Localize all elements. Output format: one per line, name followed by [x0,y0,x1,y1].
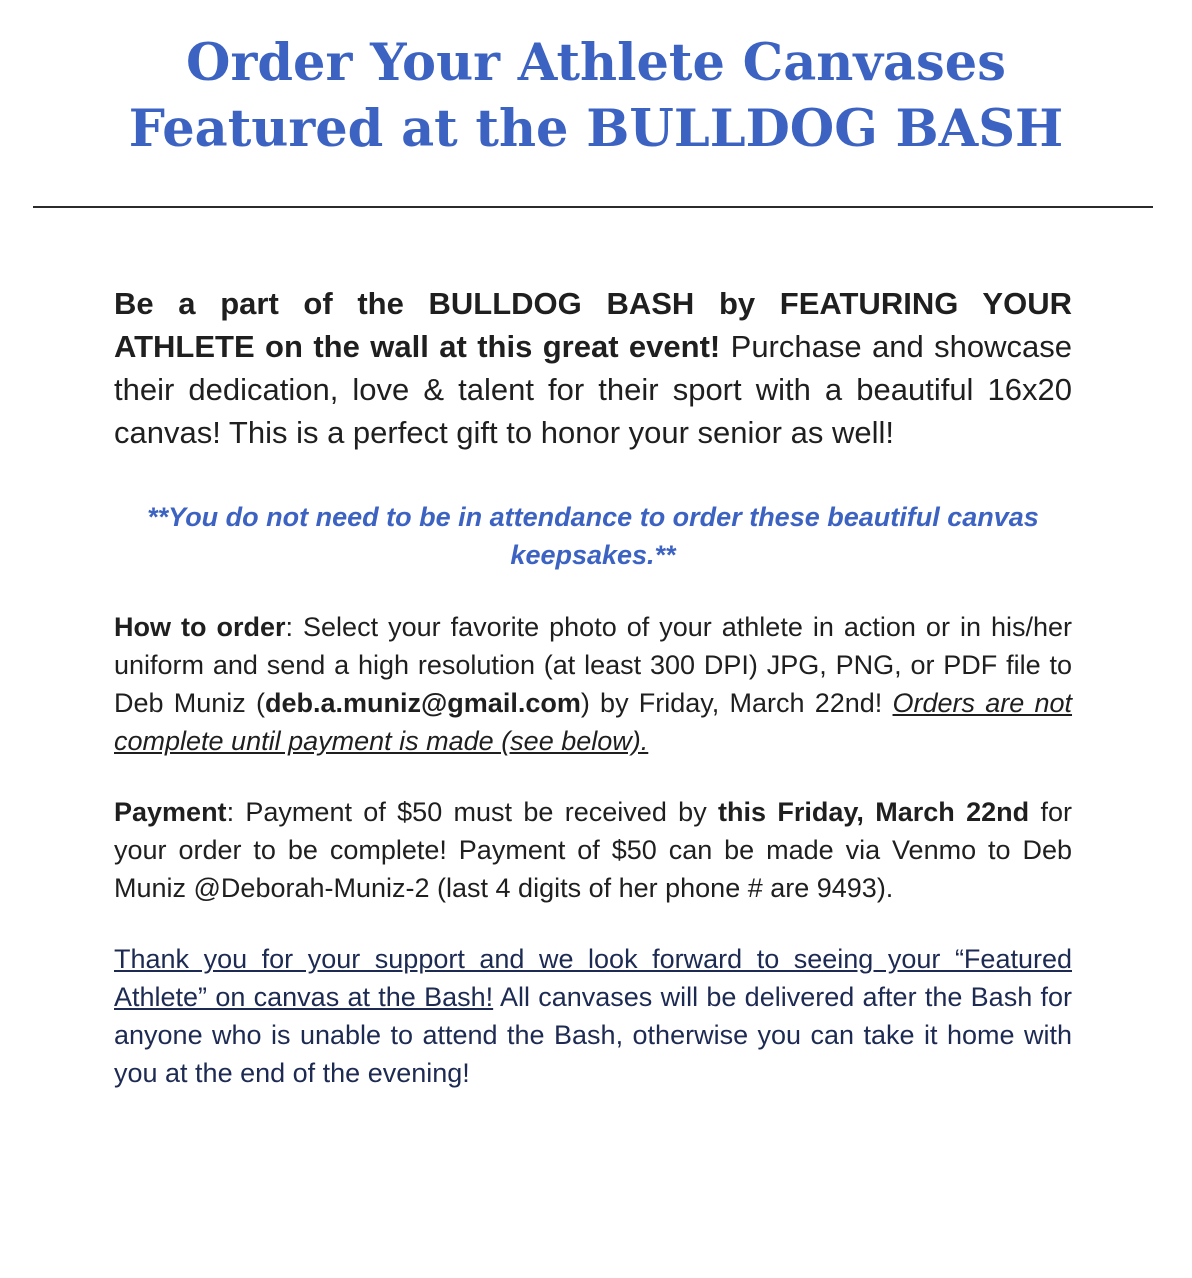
attendance-note: **You do not need to be in attendance to order these beautiful canvas keepsakes.** [147,502,1039,570]
horizontal-divider [33,206,1153,208]
how-to-order-text-2: ) by Friday, March 22nd! [580,688,893,718]
payment-text-2: for your order to be complete! Payment of $50 can be made via Venmo to Deb Muniz @Deborah-Muniz-2 (last 4 digits of her phone # are 9493). [114,797,1073,903]
order-completion-note: Orders are not complete until payment is made (see below). [114,688,1073,756]
intro-bold-text: Be a part of the BULLDOG BASH by FEATURING YOUR ATHLETE on the wall at this great event! [114,286,1072,364]
intro-text: Purchase and showcase their dedication, love & talent for their sport with a beautiful 16x20 canvas! This is a perfect gift to honor your senior as well! [114,329,1072,450]
document-body [114,282,1072,1092]
order-email: deb.a.muniz@gmail.com [264,688,581,718]
payment-paragraph [114,793,1072,907]
payment-label: Payment [114,797,227,827]
title-line-2: Featured at the BULLDOG BASH [128,99,1064,159]
thanks-underlined: Thank you for your support and we look forward to seeing your “Featured Athlete” on canvas at the Bash! [114,944,1072,1012]
thanks-text: All canvases will be delivered after the Bash for anyone who is unable to attend the Bash, otherwise you can take it home with you at the end of the evening! [114,982,1072,1088]
thanks-paragraph [114,940,1072,1092]
payment-text-1: : Payment of $50 must be received by [226,797,719,827]
page-title [0,30,1192,162]
intro-paragraph [114,282,1072,454]
payment-deadline: this Friday, March 22nd [718,797,1030,827]
how-to-order-text-1: : Select your favorite photo of your athlete in action or in his/her uniform and send a high resolution (at least 300 DPI) JPG, PNG, or PDF file to Deb Muniz ( [114,612,1073,718]
how-to-order-label: How to order [114,612,286,642]
how-to-order-paragraph [114,608,1072,760]
title-line-1: Order Your Athlete Canvases [186,33,1006,93]
